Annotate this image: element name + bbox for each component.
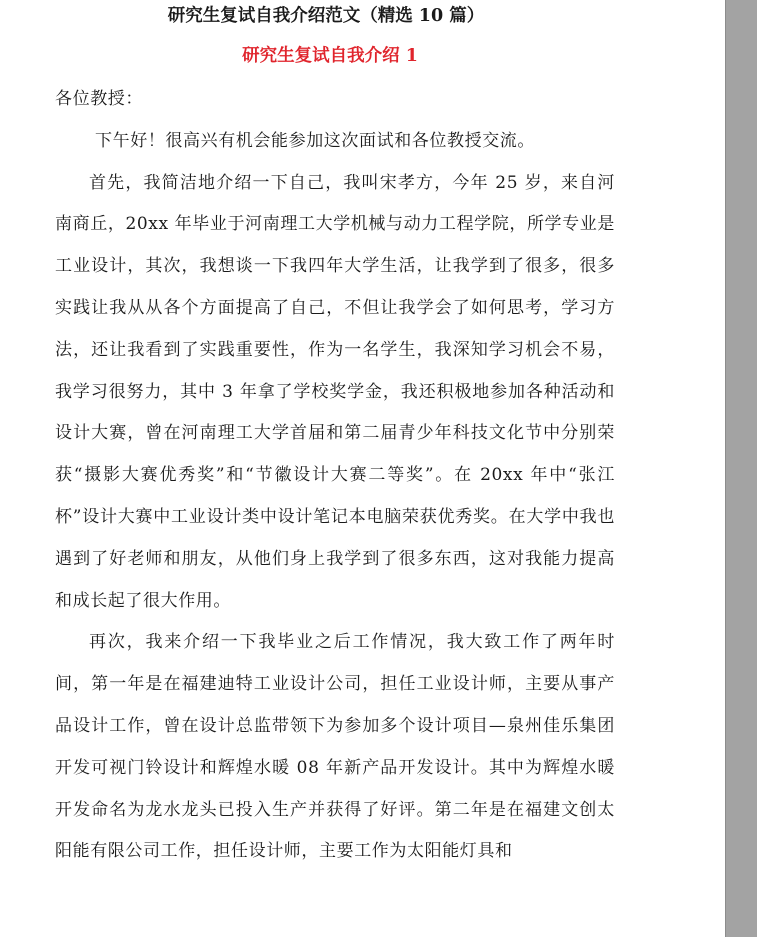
- paragraph: 下午好！很高兴有机会能参加这次面试和各位教授交流。: [95, 130, 535, 151]
- side-panel: [725, 0, 757, 937]
- section-title: 研究生复试自我介绍 1: [242, 46, 418, 66]
- paragraph: 首先，我简洁地介绍一下自己，我叫宋孝方，今年 25 岁，来自河南商丘，20xx 年毕业于河南理工大学机械与动力工程学院，所学专业是工业设计，其次，我想谈一下我四年大学生活，让我学到了很多，很多实践让我从从各个方面提高了自己，不但让我学会了如何思考，学习方法，还让我看到了实践重要性，作为一名学生，我深知学习机会不易，我学习很努力，其中 3 年拿了学校奖学金，我还积极地参加各种活动和设计大赛，曾在河南理工大学首届和第二届青少年科技文化节中分别荣获“摄影大赛优秀奖”和“节徽设计大赛二等奖”。在 20xx 年中“张江杯”设计大赛中工业设计类中设计笔记本电脑荣获优秀奖。在大学中我也遇到了好老师和朋友，从他们身上我学到了很多东西，这对我能力提高和成长起了很大作用。: [55, 172, 615, 611]
- page-edge-divider: [725, 0, 726, 937]
- document-title: 研究生复试自我介绍范文（精选 10 篇）: [167, 6, 485, 26]
- salutation: 各位教授：: [55, 89, 143, 109]
- paragraph: 再次，我来介绍一下我毕业之后工作情况，我大致工作了两年时间，第一年是在福建迪特工业设计公司，担任工业设计师，主要从事产品设计工作，曾在设计总监带领下为参加多个设计项目—泉州佳乐集团开发可视门铃设计和辉煌水暖 08 年新产品开发设计。其中为辉煌水暖开发命名为龙水龙头已投入生产并获得了好评。第二年是在福建文创太阳能有限公司工作，担任设计师，主要工作为太阳能灯具和: [55, 632, 615, 862]
- document-body: [55, 79, 615, 873]
